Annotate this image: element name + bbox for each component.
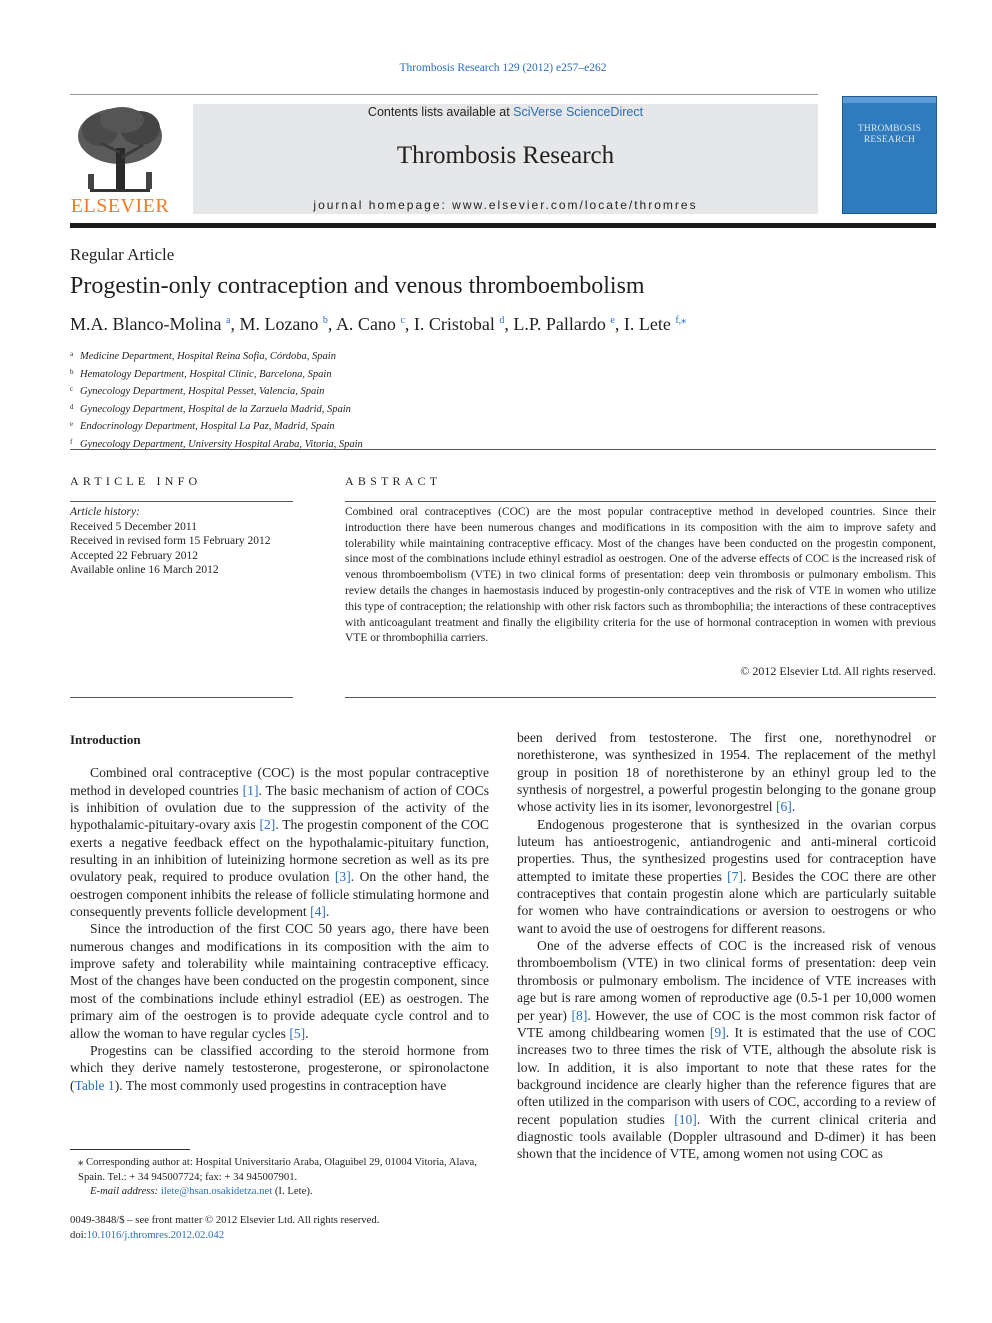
author-separator: ,: [327, 314, 336, 334]
paragraph-text: . However, the use of COC is the most common risk factor of VTE among childbearing women: [517, 1007, 937, 1040]
paragraph-text: Since the introduction of the first COC 50 years ago, there have been numerous changes and modifications in its composition with the aim to improve safety and tolerability while maintaining contraceptive efficacy. Most of the changes have been conducted on the progestin component, since most of the combinations include ethinyl estradiol (EE) as oestrogen. The primary aim of the oestrogen is to provide adequate cycle control and to allow the woman to have regular cycles: [70, 921, 489, 1041]
affiliation-marker: b: [70, 367, 74, 376]
citation-link[interactable]: [10]: [674, 1111, 697, 1127]
body-paragraph: [517, 937, 936, 1162]
email-link[interactable]: ilete@hsan.osakidetza.net: [160, 1185, 273, 1197]
affiliation-marker: f: [70, 437, 73, 446]
author-separator: ,: [614, 314, 624, 334]
citation-link[interactable]: [8]: [571, 1007, 588, 1023]
homepage-url[interactable]: www.elsevier.com/locate/thromres: [452, 198, 698, 212]
paragraph-text: . The progestin component of the COC exerts a negative feedback effect on the hypothalamic-pituitary function, resulting in an inhibition of luteinizing hormone secretion as well as its pre ovulatory peak, required to produce ovulation: [70, 817, 489, 885]
abstract-heading: ABSTRACT: [345, 474, 442, 488]
author-affiliation-marker[interactable]: e: [610, 315, 615, 326]
abstract-text: Combined oral contraceptives (COC) are the most popular contraceptive method in developed countries. Since their introduction there have been numerous changes and modifications in its composition with the aim to improve safety and tolerability while maintaining contraceptive efficacy. Most of the changes have been conducted on the progestin component, since most of the combinations include ethinyl estradiol as oestrogen. One of the adverse effects of COC is the increased risk of venous thromboembolism (VTE) in two clinical forms of presentation: deep vein thrombosis or pulmonary embolism. This review details the changes in haemostasis induced by progestin-only contraceptives and the risk of VTE in women who utilize this type of contraception; the relationship with other risk factors such as thrombophilia; the interactions of these contraceptives with anticoagulant treatment and finally the eligibility criteria for the use of hormonal contraception in women with previous VTE or thrombophilia carriers.: [345, 506, 936, 645]
affiliation-item: [70, 417, 363, 435]
paragraph-text: .: [325, 904, 330, 920]
affiliation-text: Endocrinology Department, Hospital La Paz, Madrid, Spain: [80, 421, 335, 432]
body-paragraph: [70, 764, 489, 920]
article-type: Regular Article: [70, 245, 175, 264]
email-suffix: (I. Lete).: [272, 1185, 313, 1197]
affiliation-marker: c: [70, 385, 74, 393]
author-affiliation-marker[interactable]: d: [499, 315, 505, 326]
author-affiliation-marker[interactable]: c: [400, 315, 405, 326]
history-accepted: Accepted 22 February 2012: [70, 549, 199, 562]
paragraph-text: been derived from testosterone. The first one, norethynodrel or norethisterone, was synthesized in 1954. The replacement of the methyl group in position 18 of norethisterone by an ethinyl group led to the synthesis of norgestrel, a powerful progestin belonging to the gonane group whose activity lies in its isomer, levonorgestrel: [517, 730, 936, 815]
elsevier-wordmark: ELSEVIER: [70, 195, 170, 217]
citation-link[interactable]: [1]: [242, 782, 259, 798]
journal-header-band: [193, 104, 818, 214]
paragraph-text: ). The most commonly used progestins in contraception have: [114, 1077, 447, 1093]
journal-cover-thumbnail[interactable]: [842, 96, 937, 214]
history-label: Article history:: [70, 506, 140, 518]
paragraph-text: .: [791, 799, 796, 815]
affiliation-text: Gynecology Department, University Hospital Araba, Vitoria, Spain: [80, 438, 363, 450]
author-affiliation-marker[interactable]: a: [225, 315, 231, 326]
header-thick-rule: [70, 223, 936, 228]
footnote-email-line: [70, 1184, 489, 1199]
paragraph-text: . The basic mechanism of action of COCs is inhibition of ovulation due to the suppression of the activity of the hypothalamic-pituitary-ovary axis: [70, 782, 489, 833]
cover-title-line1: THROMBOSIS: [857, 124, 922, 134]
paragraph-text: One of the adverse effects of COC is the increased risk of venous thromboembolism (VTE) in two clinical forms of presentation: deep vein thrombosis or pulmonary embolism. The incidence of VTE increases with age but is rare among women of reproductive age (0.5-1 per 10,000 women per year): [517, 938, 936, 1023]
sciencedirect-link[interactable]: SciVerse ScienceDirect: [513, 105, 644, 119]
paragraph-text: . Besides the COC there are other contraceptives that contain progestin alone which are particularly suitable for women who have contraindications or aversion to oestrogens or who want to avoid the use of oestrogens for different reasons.: [517, 868, 937, 936]
email-label: E-mail address:: [90, 1185, 159, 1197]
citation-link[interactable]: [6]: [775, 799, 792, 815]
footnote-rule: [70, 1149, 190, 1150]
citation-link[interactable]: [9]: [709, 1024, 726, 1040]
journal-citation[interactable]: Thrombosis Research 129 (2012) e257–e262: [399, 62, 607, 74]
author-separator: ,: [404, 314, 414, 334]
history-received: Received 5 December 2011: [70, 520, 197, 533]
journal-homepage: [193, 198, 818, 212]
author-separator: ,: [504, 314, 514, 334]
affiliation-list: [70, 347, 363, 452]
cover-top-strip: [843, 97, 936, 103]
paragraph-text: . On the other hand, the oestrogen component inhibits the release of follicle stimulating hormone and consequently prevents follicle development: [70, 869, 489, 920]
front-matter: [70, 1213, 379, 1242]
article-info-heading: ARTICLE INFO: [70, 474, 202, 488]
citation-link[interactable]: [4]: [310, 904, 326, 920]
cover-title-line2: RESEARCH: [863, 135, 916, 145]
affiliation-item: [70, 382, 363, 400]
author-name: M.A. Blanco-Molina: [70, 314, 222, 334]
affiliation-item: [70, 365, 363, 383]
abstract-rule-top: [345, 501, 936, 502]
body-paragraph: [70, 1042, 489, 1094]
citation-link[interactable]: [3]: [334, 869, 351, 885]
paragraph-text: Progestins can be classified according to the steroid hormone from which they derive namely testosterone, progesterone, or spironolactone (: [70, 1042, 489, 1093]
paragraph-text: .: [305, 1025, 309, 1041]
body-paragraph: [70, 920, 489, 1041]
affiliation-marker: d: [70, 402, 74, 411]
citation-link[interactable]: [2]: [259, 817, 276, 833]
author-name: A. Cano: [335, 314, 396, 334]
cover-title: [843, 124, 936, 146]
history-online: Available online 16 March 2012: [70, 564, 219, 577]
affiliation-text: Gynecology Department, Hospital Pesset, Valencia, Spain: [80, 386, 325, 397]
doi-line: [70, 1228, 379, 1243]
affiliation-item: [70, 400, 363, 418]
body-paragraph: [517, 816, 936, 937]
author-separator: ,: [230, 314, 240, 334]
affiliation-text: Medicine Department, Hospital Reina Sofia, Córdoba, Spain: [80, 351, 336, 362]
author-list: [70, 314, 686, 335]
paragraph-text: Endogenous progesterone that is synthesized in the ovarian corpus luteum has antioestrogenic, antiandrogenic and anti-mineral corticoid properties. Thus, the synthesized progestins used for contraception have attempted to imitate these properties: [517, 816, 936, 884]
citation-link[interactable]: [7]: [727, 868, 743, 884]
history-revised: Received in revised form 15 February 2012: [70, 535, 271, 548]
article-info-rule-top: [70, 501, 293, 502]
section-divider: [70, 449, 936, 450]
issn-line: 0049-3848/$ – see front matter © 2012 Elsevier Ltd. All rights reserved.: [70, 1214, 380, 1226]
doi-link[interactable]: 10.1016/j.thromres.2012.02.042: [86, 1228, 225, 1241]
author-name: M. Lozano: [239, 314, 319, 334]
doi-label: doi:: [70, 1228, 87, 1241]
body-column-left: [70, 731, 489, 1094]
author-name: L.P. Pallardo: [513, 314, 606, 334]
body-column-right: [517, 729, 936, 1163]
abstract-copyright: © 2012 Elsevier Ltd. All rights reserved.: [740, 664, 936, 678]
affiliation-text: Gynecology Department, Hospital de la Zarzuela Madrid, Spain: [80, 403, 351, 415]
homepage-prefix: journal homepage:: [313, 198, 453, 212]
section-heading-introduction: Introduction: [70, 732, 141, 747]
citation-link[interactable]: [5]: [289, 1025, 306, 1041]
body-paragraph: [517, 729, 936, 816]
contents-line: [193, 105, 818, 119]
header-top-rule: [70, 94, 818, 95]
article-history: [70, 505, 271, 578]
author-name: I. Cristobal: [413, 314, 495, 334]
tree-icon: [70, 104, 170, 199]
journal-title[interactable]: Thrombosis Research: [396, 142, 615, 169]
abstract-rule-bottom: [345, 697, 936, 698]
author-affiliation-marker[interactable]: b: [322, 315, 328, 326]
article-title: Progestin-only contraception and venous thromboembolism: [70, 273, 645, 299]
author-name: I. Lete: [623, 314, 671, 334]
paragraph-text: . With the current clinical criteria and diagnostic tools available (Doppler ultrasound and D-dimer) it has been shown that the incidence of VTE, among women not using COC as: [517, 1111, 936, 1162]
affiliation-item: [70, 347, 363, 365]
paragraph-text: Combined oral contraceptive (COC) is the most popular contraceptive method in developed countries: [70, 765, 489, 798]
corresponding-author-footnote: [70, 1155, 489, 1199]
affiliation-marker: a: [70, 350, 74, 358]
author-affiliation-marker[interactable]: f,⁎: [675, 315, 687, 326]
citation-link[interactable]: Table 1: [74, 1077, 115, 1093]
affiliation-marker: e: [70, 420, 74, 428]
affiliation-text: Hematology Department, Hospital Clinic, Barcelona, Spain: [80, 368, 332, 380]
contents-prefix: Contents lists available at: [367, 105, 514, 119]
paragraph-text: . It is estimated that the use of COC increases two to three times the risk of VTE, although the absolute risk is low. In addition, it is also important to note that these rates for the background incidence are clearly higher than the reference figures that are often utilized in the comparison with users of COC, according to a review of recent population studies: [517, 1024, 936, 1127]
article-info-rule-bottom: [70, 697, 293, 698]
footnote-corresponding: ⁎ Corresponding author at: Hospital Universitario Araba, Olaguibel 29, 01004 Vitoria, Alava, Spain. Tel.: + 34 945007724; fax: + 34 945007901.: [78, 1156, 477, 1183]
